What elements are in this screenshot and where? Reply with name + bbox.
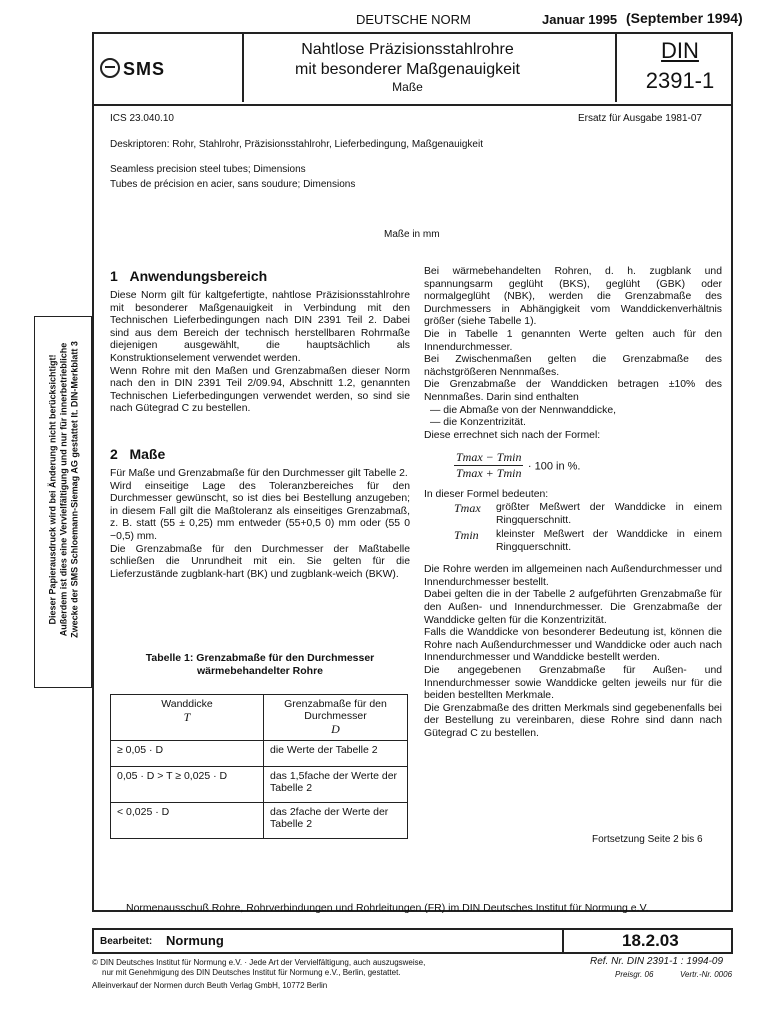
ics-code: ICS 23.040.10 <box>110 113 174 124</box>
committee-line: Normenausschuß Rohre, Rohrverbindungen und Rohrleitungen (FR) im DIN Deutsches Institut für Normung e.V. <box>126 902 649 914</box>
table-header: Grenzabmaße für den Durchmesser D <box>264 695 408 741</box>
paragraph: Die in Tabelle 1 genannten Werte gelten auch für den Innendurchmesser. <box>424 328 722 353</box>
continuation-note: Fortsetzung Seite 2 bis 6 <box>592 834 703 845</box>
definition-tmax: Tmax größter Meßwert der Wanddicke in einem Ringquerschnitt. <box>454 500 722 526</box>
table-row <box>111 803 408 839</box>
table-cell: 0,05 · D > T ≥ 0,025 · D <box>111 767 264 803</box>
distribution-number: Vertr.-Nr. 0006 <box>680 970 733 979</box>
price-group: Preisgr. 06 <box>615 970 654 979</box>
document-title: Nahtlose Präzisionsstahlrohre mit besonderer Maßgenauigkeit <box>294 41 520 78</box>
title-english: Seamless precision steel tubes; Dimensions <box>110 164 306 175</box>
sms-logo: SMS <box>100 58 165 80</box>
table-cell: < 0,025 · D <box>111 803 264 839</box>
section-1-heading: 1 Anwendungsbereich <box>110 268 268 284</box>
paragraph: In dieser Formel bedeuten: <box>424 489 549 501</box>
processed-value: Normung <box>166 933 224 948</box>
copy-notice-box <box>34 316 92 688</box>
norm-type: DEUTSCHE NORM <box>356 12 471 27</box>
sms-logo-icon <box>100 58 120 78</box>
table-cell: ≥ 0,05 · D <box>111 741 264 767</box>
document-subtitle: Maße <box>392 80 423 94</box>
paragraph: Bei Zwischenmaßen gelten die Grenzabmaße des nächstgrößeren Nennmaßes. <box>424 354 722 378</box>
definition-tmin: Tmin kleinster Meßwert der Wanddicke in einem Ringquerschnitt. <box>454 528 722 553</box>
din-number: 2391-1 <box>645 68 715 93</box>
section-1-paragraph: Wenn Rohre mit den Maßen und Grenzabmaßen dieser Norm nach den in DIN 2391 Teil 2/09.94, Abschnitt 1.2, genannten Technischen Lieferbedingungen verwendet werden, so sind sie nach Gütegrad C zu bestellen. <box>110 365 410 415</box>
issue-date-paren: (September 1994) <box>626 10 743 26</box>
section-2-paragraph: Wird einseitige Lage des Toleranzbereiches für den Durchmesser gewünscht, so ist dies bei Bestellung anzugeben; in diesem Fall gilt die Maßtoleranz als einseitiges Grenzabmaß, z. B. statt (55 ± 0,25) mm entweder (55+0,5 0) mm oder (55 0 −0,5) mm. <box>110 480 410 542</box>
section-2-paragraph: Für Maße und Grenzabmaße für den Durchmesser gilt Tabelle 2. <box>110 468 408 479</box>
date-stamp: 18.2.03 <box>622 931 679 950</box>
list-item: — die Konzentrizität. <box>430 417 526 429</box>
formula: $\frac{Tmax - Tmin}{Tmax + Tmin}$ · 100 in %. <box>456 450 581 481</box>
section-2-heading: 2 Maße <box>110 446 166 462</box>
footer-copyright: © DIN Deutsches Institut für Normung e.V. · Jede Art der Vervielfältigung, auch auszugsweise, nur mit Genehmigung des DIN Deutsches Institut für Normung e.V., Berlin, gestattet. Alleinverkauf der Normen durch Beuth Verlag GmbH, 10772 Berlin <box>92 958 426 990</box>
right-column <box>424 266 722 741</box>
section-2-paragraph: Die Grenzabmaße für den Durchmesser der Maßtabelle schließen die Unrundheit mit ein. Sie gelten für die Lieferzustände zugblank-hart (BK) und zugblank-weich (BKW). <box>110 543 410 580</box>
copy-notice-text: Dieser Papierausdruck wird bei Änderung nicht berücksichtigt! Außerdem ist dies eine Vervielfältigung und nur für innerbetriebliche Zwecke der SMS Schloemann-Siemag AG gestattet lt. DIN-Merkblatt 3 <box>47 341 80 638</box>
title-french: Tubes de précision en acier, sans soudure; Dimensions <box>110 179 356 190</box>
table-row <box>111 767 408 803</box>
units-note: Maße in mm <box>384 229 440 240</box>
paragraph: Dabei gelten die in der Tabelle 2 aufgeführten Grenzabmaße für den Außen- und Innendurchmesser. Die Grenzabmaße der Wanddicke gelten für die Konzentrizität. <box>424 589 722 626</box>
paragraph: Die Rohre werden im allgemeinen nach Außendurchmesser und Innendurchmesser bestellt. <box>424 564 722 588</box>
table-cell: das 2fache der Werte der Tabelle 2 <box>264 803 408 839</box>
paragraph: Diese errechnet sich nach der Formel: <box>424 429 601 441</box>
paragraph: Die angegebenen Grenzabmaße für Außen- und Innendurchmesser sowie Wanddicke gelten jeweils nur für die beiden bestellten Merkmale. <box>424 665 722 702</box>
paragraph: Bei wärmebehandelten Rohren, d. h. zugblank und spannungsarm geglüht (BKS), geglüht (GBK) oder normalgeglüht (NBK), werden die Grenzabmaße des Durchmessers in Abhängigkeit vom Wanddickenverhältnis größer (siehe Tabelle 1). <box>424 266 722 328</box>
section-1-paragraph: Diese Norm gilt für kaltgefertigte, nahtlose Präzisionsstahlrohre mit besonderer Maßgenauigkeit in Verbindung mit den Technischen Lieferbedingungen nach DIN 2391 Teil 2. Dabei sind aus dem Bereich der technisch herstellbaren Rohrmaße diejenigen ausgewählt, die hauptsächlich als Konstruktionselement verwendet werden. <box>110 290 410 364</box>
processed-label: Bearbeitet: <box>100 936 153 947</box>
issue-date: Januar 1995 <box>542 12 618 27</box>
paragraph: Die Grenzabmaße des dritten Merkmals sind gegebenenfalls bei der Bestellung zu vereinbaren, diese Rohre sind dann nach Gütegrad C zu bestellen. <box>424 702 722 739</box>
reference-number: Ref. Nr. DIN 2391-1 : 1994-09 <box>590 956 724 967</box>
table-header: Wanddicke T <box>111 695 264 741</box>
table-cell: die Werte der Tabelle 2 <box>264 741 408 767</box>
descriptors: Deskriptoren: Rohr, Stahlrohr, Präzisionsstahlrohr, Lieferbedingung, Maßgenauigkeit <box>110 139 483 150</box>
table-cell: das 1,5fache der Werte der Tabelle 2 <box>264 767 408 803</box>
paragraph: Falls die Wanddicke von besonderer Bedeutung ist, können die Rohre nach Außendurchmesser und Wanddicke oder auch nach Innendurchmesser und Wanddicke bestellt werden. <box>424 627 722 664</box>
list-item: — die Abmaße von der Nennwanddicke, <box>430 404 616 416</box>
paragraph: Die Grenzabmaße der Wanddicken betragen ±10% des Nennmaßes. Darin sind enthalten <box>424 379 722 403</box>
section-2 <box>110 446 410 581</box>
table-1-caption: Tabelle 1: Grenzabmaße für den Durchmesser wärmebehandelter Rohre <box>145 652 375 677</box>
replaces-edition: Ersatz für Ausgabe 1981-07 <box>578 113 702 124</box>
din-label: DIN <box>661 38 699 63</box>
section-1 <box>110 268 410 416</box>
table-1 <box>110 694 408 839</box>
table-row <box>111 741 408 767</box>
